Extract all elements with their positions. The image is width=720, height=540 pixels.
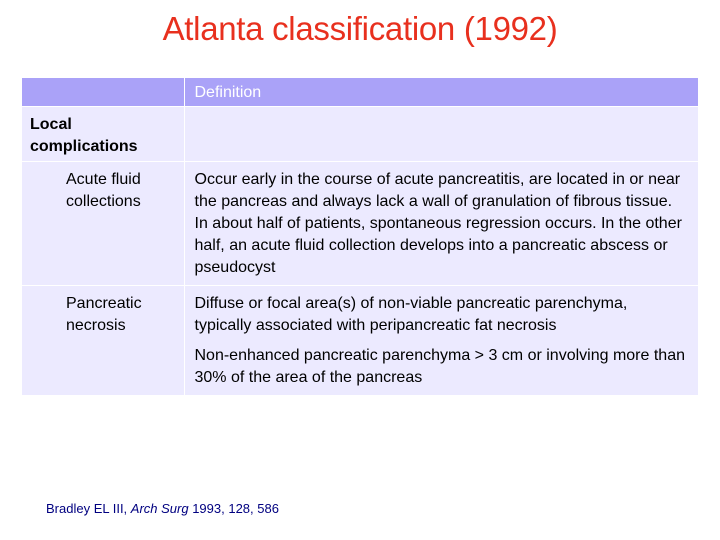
row-label: Acute fluid collections: [66, 171, 141, 210]
table-row-acute-fluid-collections: [22, 162, 698, 286]
section-label: Local complications: [30, 116, 138, 155]
page-title: Atlanta classification (1992): [162, 10, 558, 47]
header-definition-label: Definition: [194, 84, 262, 101]
section-empty-cell: [184, 107, 698, 162]
classification-table: [22, 78, 698, 395]
row-definition-cell: [184, 162, 698, 286]
citation-details: 1993, 128, 586: [188, 501, 279, 516]
table-row-pancreatic-necrosis: [22, 286, 698, 396]
header-cell-definition: [184, 78, 698, 107]
table-header-row: [22, 78, 698, 107]
row-label-cell: [22, 286, 184, 396]
row-definition-secondary: Non-enhanced pancreatic parenchyma > 3 cm or involving more than 30% of the area of the pancreas: [194, 347, 685, 386]
citation-journal: Arch Surg: [130, 501, 189, 516]
section-label-cell: [22, 107, 184, 162]
row-definition: Diffuse or focal area(s) of non-viable pancreatic parenchyma, typically associated with peripancreatic fat necrosis: [194, 295, 628, 334]
header-cell-empty: [22, 78, 184, 107]
row-label: Pancreatic necrosis: [66, 295, 142, 334]
citation-authors: Bradley EL III,: [46, 501, 131, 516]
citation: [46, 501, 279, 516]
row-definition-cell: [184, 286, 698, 396]
row-definition: Occur early in the course of acute pancreatitis, are located in or near the pancreas and always lack a wall of granulation of fibrous tissue. In about half of patients, spontaneous regression occurs. In the other half, an acute fluid collection develops into a pancreatic abscess or pseudocyst: [194, 171, 682, 276]
row-label-cell: [22, 162, 184, 286]
section-row-local-complications: [22, 107, 698, 162]
